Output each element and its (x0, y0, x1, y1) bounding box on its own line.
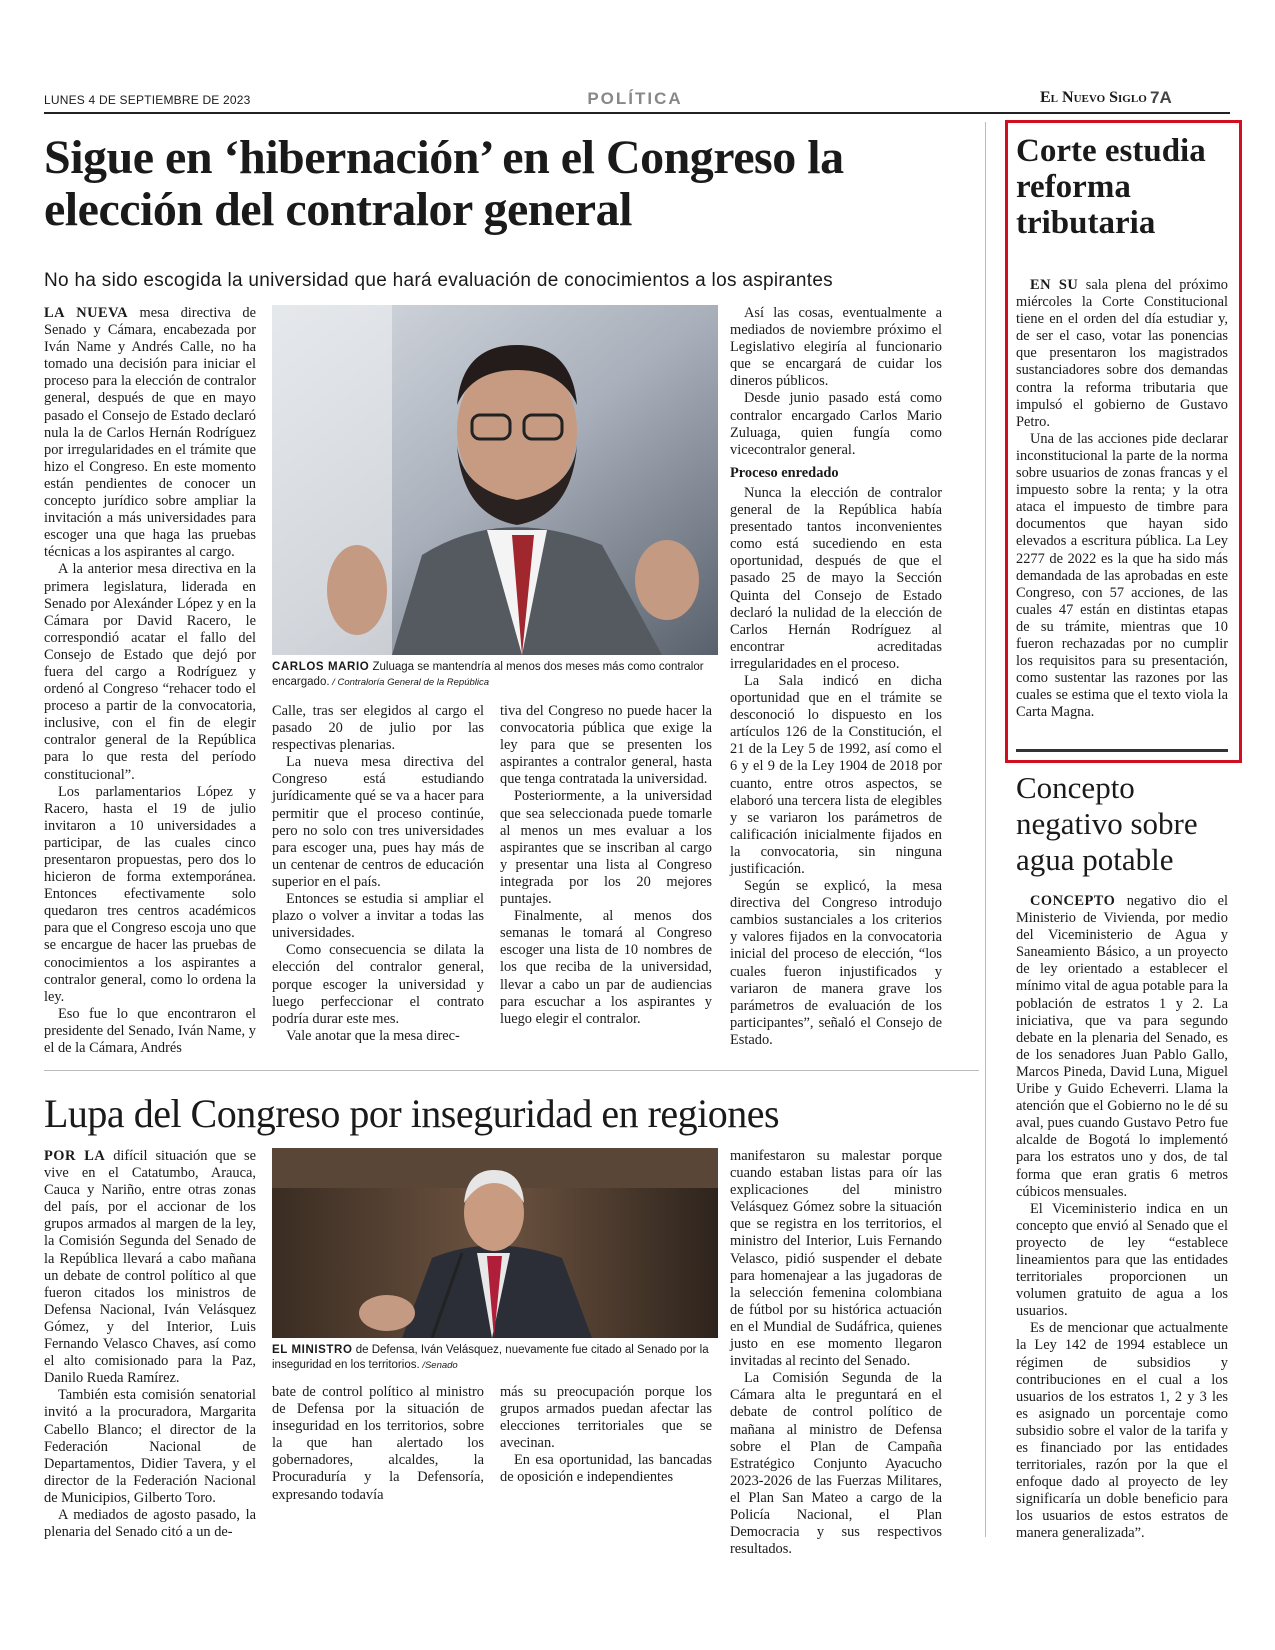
paragraph: Nunca la elección de contralor general de la República había presentado tantos inconvenientes como está sucediendo en esta oportunidad, después de que el pasado 25 de mayo la Sección Quinta del Consejo de Estado declaró la nulidad de la elección de Carlos Hernán Rodríguez al encontrar acreditadas irregularidades en el proceso. (730, 484, 942, 672)
paragraph: manifestaron su malestar porque cuando estaban listas para oír las explicaciones del ministro Velásquez Gómez sobre la situación que se registra en los territorios, el ministro del Interior, Luis Fernando Velasco, pidió suspender el debate para homenajear a las jugadoras de la selección femenina colombiana de fútbol por su histórica actuación en el Mundial de Sudáfrica, quienes justo en ese momento llegaron invitadas al recinto del Senado. (730, 1148, 942, 1370)
paragraph: tiva del Congreso no puede hacer la convocatoria pública que exige la ley para que se presenten los aspirantes a contralor general, hasta que tenga contratada la universidad. (500, 703, 712, 788)
paragraph: Eso fue lo que encontraron el presidente del Senado, Iván Name, y el de la Cámara, Andrés (44, 1005, 256, 1057)
article-2-caption (272, 1343, 718, 1373)
paragraph: En esa oportunidad, las bancadas de oposición e independientes (500, 1452, 712, 1486)
newspaper-brand: El Nuevo Siglo (1040, 89, 1147, 106)
article-1-section-subhead: Proceso enredado (730, 464, 839, 481)
paragraph: negativo dio el Ministerio de Vivienda, por medio del Viceministerio de Agua y Saneamiento Básico, a un proyecto de ley orientado a establecer el mínimo vital de agua potable para la población de estratos 1 y 2. La iniciativa, que va para segundo debate en la plenaria del Senado, es de los senadores Juan Pablo Gallo, Marcos Pineda, David Luna, Miguel Uribe y Guido Echeverri. Llama la atención que el Gobierno no le dé su aval, pues cuando Gustavo Petro fue alcalde de Bogotá lo implementó para los estratos uno y dos, de tal forma que eran gratis 6 metros cúbicos mensuales. (1016, 893, 1228, 1200)
article-1-subhead: No ha sido escogida la universidad que hará evaluación de conocimientos a los aspirantes (44, 270, 833, 291)
article-2-headline: Lupa del Congreso por inseguridad en regiones (44, 1091, 780, 1136)
paragraph: Como consecuencia se dilata la elección del contralor general, porque escoger la universidad y luego perfeccionar el contrato podría durar este mes. (272, 942, 484, 1027)
article-2-column-2 (272, 1384, 484, 1504)
paragraph: sala plena del próximo miércoles la Corte Constitucional tiene en el orden del día estudiar y, de ser el caso, votar las ponencias que presentaron los magistrados sustanciadores sobre dos demandas contra la reforma tributaria que impulsó el gobierno de Gustavo Petro. (1016, 277, 1228, 430)
paragraph: más su preocupación porque los grupos armados puedan afectar las elecciones territoriales que se avecinan. (500, 1384, 712, 1452)
page-date: LUNES 4 DE SEPTIEMBRE DE 2023 (44, 93, 251, 107)
paragraph: La Comisión Segunda de la Cámara alta le preguntará en el debate de control político de mañana al ministro de Defensa sobre el Plan de Campaña Estratégico Conjunto Ayacucho 2023-2026 de las Fuerzas Militares, el Plan San Mateo a cargo de la Policía Nacional, el Plan Democracia y sus respectivos resultados. (730, 1370, 942, 1558)
paragraph: El Viceministerio indica en un concepto que envió al Senado que el proyecto de ley “establece lineamientos para que las entidades territoriales proporcionen un volumen gratuito de agua a los usuarios. (1016, 1200, 1228, 1320)
article-1-caption (272, 660, 718, 690)
article-1-column-1 (44, 305, 256, 1057)
page-number: 7A (1150, 88, 1172, 107)
paragraph: También esta comisión senatorial invitó a la procuradora, Margarita Cabello Blanco; el director de la Federación Nacional de Departamentos, Didier Tavera, y el director de la Federación Nacional de Municipios, Gilberto Toro. (44, 1387, 256, 1506)
paragraph: Vale anotar que la mesa direc- (286, 1027, 460, 1044)
sidebar-2-body (1016, 893, 1228, 1543)
sidebar-1-body (1016, 277, 1228, 721)
article-1-column-4 (730, 305, 942, 1049)
paragraph: Una de las acciones pide declarar inconstitucional la parte de la norma sobre usuarios de zonas francas y el impuesto sobre la renta; y la otra ataca el impuesto de timbre para documentos que hayan sido elevados a escritura pública. La Ley 2277 de 2022 es la que ha sido más demandada de las aprobadas en este Congreso, con 57 acciones, de las cuales 47 están en distintas etapas de su trámite, mientras que 10 fueron rechazadas por no cumplir los requisitos para su presentación, como sustentar las razones por las cuales se estima que el texto viola la Carta Magna. (1016, 430, 1228, 721)
article-2-column-3 (500, 1384, 712, 1487)
article-2-photo (272, 1148, 718, 1338)
sidebar-1-headline: Corte estudia reforma tributaria (1016, 133, 1206, 241)
paragraph: Calle, tras ser elegidos al cargo el pasado 20 de julio por las respectivas plenarias. (272, 703, 484, 754)
photo-credit: /Senado (419, 1360, 458, 1371)
caption-text: Zuluaga se mantendría al menos dos meses más como contralor encargado. (272, 661, 704, 688)
paragraph: Los parlamentarios López y Racero, hasta el 19 de julio invitaron a 10 universidades a participar, de las cuales cinco presentaron propuestas, pero dos lo hicieron de forma extemporánea. Entonces efectivamente solo quedaron tres centros académicos para que el Congreso escoja uno que se encargue de hacer las pruebas de conocimientos a los aspirantes a contralor general, como lo ordena la ley. (44, 783, 256, 1005)
sidebar-2-kicker: CONCEPTO (1030, 893, 1116, 909)
paragraph: difícil situación que se vive en el Catatumbo, Arauca, Cauca y Nariño, entre otras zonas del país, por el accionar de los grupos armados al margen de la ley, la Comisión Segunda del Senado de la República llevará a cabo mañana un debate de control político al que fueron citados los ministros de Defensa Nacional, Iván Velásquez Gómez, y del Interior, Luis Fernando Velasco Chaves, así como el alto comisionado para la Paz, Danilo Rueda Ramírez. (44, 1148, 256, 1387)
paragraph: Así las cosas, eventualmente a mediados de noviembre próximo el Legislativo elegiría al funcionario que se encargará de cuidar los dineros públicos. (730, 305, 942, 390)
article-1-column-2 (272, 703, 484, 1045)
paragraph: Finalmente, al menos dos semanas le tomará al Congreso escoger una lista de 10 nombres de los que reciba de la universidad, llevar a cabo un par de audiencias para escuchar a los aspirantes y luego elegir el contralor. (500, 908, 712, 1027)
portrait-illustration (272, 305, 718, 655)
paragraph: bate de control político al ministro de Defensa por la situación de inseguridad en los territorios, sobre la que han alertado los gobernadores, alcaldes, la Procuraduría y la Defensoría, expresando todavía (272, 1384, 484, 1503)
article-2-column-1 (44, 1148, 256, 1541)
paragraph: Posteriormente, a la universidad que sea seleccionada puede tomarle al menos un mes evaluar a los aspirantes que se inscriban al cargo y presentar una lista al Congreso integrada por los 20 mejores puntajes. (500, 788, 712, 908)
caption-label: EL MINISTRO (272, 1344, 353, 1356)
article-1-kicker: LA NUEVA (44, 305, 129, 321)
sidebar-rule (1016, 749, 1228, 752)
paragraph: mesa directiva de Senado y Cámara, encabezada por Iván Name y Andrés Calle, no ha tomado una decisión para iniciar el proceso para la elección de contralor general, después de que en mayo pasado el Consejo de Estado declaró nula la de Carlos Hernán Rodríguez por irregularidades en el trámite que hizo el Congreso. En este momento están pendientes de conocer un concepto jurídico sobre ampliar la invitación a más universidades para escoger una que haga las pruebas técnicas a los aspirantes al cargo. (44, 305, 256, 561)
sidebar-divider (985, 122, 986, 1537)
caption-text: de Defensa, Iván Velásquez, nuevamente fue citado al Senado por la inseguridad en los territorios. (272, 1344, 709, 1371)
article-2-kicker: POR LA (44, 1148, 106, 1164)
paragraph: Según se explicó, la mesa directiva del Congreso introdujo cambios sustanciales a los criterios y valores fijados en la convocatoria inicial del proceso de elección, “los cuales fueron injustificados y variaron de manera grave los parámetros de evaluación de los participantes”, señaló el Consejo de Estado. (730, 878, 942, 1048)
paragraph: La nueva mesa directiva del Congreso está estudiando jurídicamente qué se va a hacer para permitir que el proceso continúe, pero no solo con tres universidades para escoger una, pues hay más de un centenar de centros de educación superior en el país. (272, 754, 484, 890)
photo-credit: / Contraloría General de la República (329, 677, 490, 688)
article-2-column-4 (730, 1148, 942, 1558)
article-1-headline: Sigue en ‘hibernación’ en el Congreso la elección del contralor general (44, 131, 844, 236)
article-1-column-3 (500, 703, 712, 1028)
paragraph: La Sala indicó en dicha oportunidad que en el trámite se desconoció lo dispuesto en los artículos 126 de la Constitución, el 21 de la Ley 5 de 1992, así como el 6 y el 9 de la Ley 1904 de 2018 por cuanto, entre otros aspectos, se elaboró una tercera lista de elegibles y se variaron los parámetros de calificación inicialmente fijados en la convocatoria, sin ninguna justificación. (730, 672, 942, 877)
paragraph: Entonces se estudia si ampliar el plazo o volver a invitar a todas las universidades. (272, 891, 484, 942)
section-name: POLÍTICA (587, 89, 683, 108)
minister-illustration (272, 1148, 718, 1338)
sidebar-2-headline: Concepto negativo sobre agua potable (1016, 770, 1198, 877)
paragraph: A mediados de agosto pasado, la plenaria del Senado citó a un de- (44, 1506, 256, 1541)
article-divider (44, 1070, 979, 1071)
article-1-photo (272, 305, 718, 655)
paragraph: A la anterior mesa directiva en la primera legislatura, liderada en Senado por Alexánder López y en la Cámara por David Racero, le correspondió acatar el fallo del Consejo de Estado que dejó por fuera del cargo a Rodríguez y ordenó al Congreso “rehacer todo el proceso a partir de la convocatoria, inclusive, con el fin de elegir contralor general de la República para lo que resta del período constitucional”. (44, 561, 256, 783)
paragraph: Es de mencionar que actualmente la Ley 142 de 1994 establece un régimen de subsidios y contribuciones en el cual a los usuarios de los estratos 1, 2 y 3 les es asignado un porcentaje como subsidio sobre el valor de la tarifa y es financiado por las entidades territoriales, razón por la que el enfoque dado al proyecto de ley significaría un doble beneficio para los usuarios de estos estratos de manera generalizada”. (1016, 1320, 1228, 1542)
header-rule (44, 112, 1230, 114)
paragraph: Desde junio pasado está como contralor encargado Carlos Mario Zuluaga, quien fungía como vicecontralor general. (730, 390, 942, 458)
sidebar-1-kicker: EN SU (1030, 277, 1079, 293)
caption-label: CARLOS MARIO (272, 661, 370, 673)
